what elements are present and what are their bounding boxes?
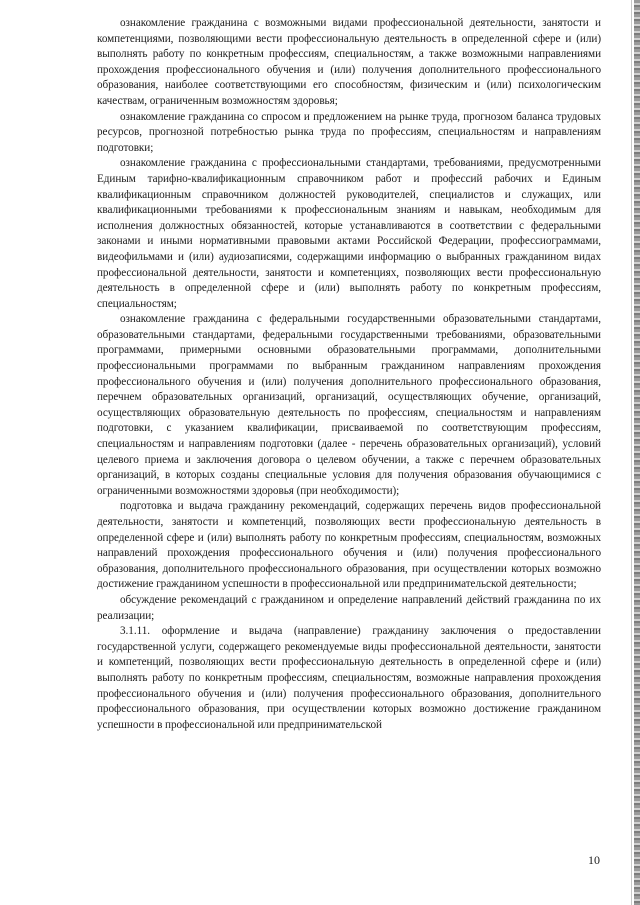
paragraph-conclusion-3-1-11: 3.1.11. оформление и выдача (направление) гражданину заключения о предоставлении государственной услуги, содержащего рекомендуемые виды профессиональной деятельности, занятости и компетенций, позволяющих вести профессиональную деятельность в определенной сфере и (или) выполнять работу по конкретным профессиям, специальностям, возможные направления прохождения профессионального обучения и (или) получения профессионального образования, дополнительного профессионального образования, при осуществлении которых возможно достижение гражданином успешности в профессиональной или предпринимательской (97, 625, 601, 731)
paragraph-discussion: обсуждение рекомендаций с гражданином и определение направлений действий гражданина по их реализации; (97, 593, 601, 622)
scan-border-line (631, 0, 632, 905)
paragraph-professional-standards: ознакомление гражданина с профессиональными стандартами, требованиями, предусмотренными Единым тарифно-квалификационным справочником работ и профессий рабочих и Единым квалификационным справочником должностей руководителей, специалистов и служащих, или квалификационными требованиями к профессиональным знаниям и навыкам, необходимым для исполнения должностных обязанностей, которые устанавливаются в соответствии с федеральными законами и иными нормативными правовыми актами Российской Федерации, профессиограммами, видеофильмами и (или) аудиозаписями, содержащими информацию о выбранных гражданином видах профессиональной деятельности, занятости и компетенциях, позволяющих вести профессиональную деятельность в определенной сфере и (или) выполнять работу по конкретным профессиям, специальностям; (97, 157, 601, 310)
paragraph-labor-market: ознакомление гражданина со спросом и предложением на рынке труда, прогнозом баланса трудовых ресурсов, прогнозной потребностью рынка труда по профессиям, специальностям и направлениям подготовки; (97, 110, 601, 154)
page-number: 10 (588, 853, 600, 867)
paragraph-educational-standards: ознакомление гражданина с федеральными государственными образовательными стандартами, образовательными стандартами, федеральными государственными требованиями, образовательными программами, примерными основными образовательными программами, дополнительными профессиональными программами по выбранным гражданином направлениям прохождения профессионального обучения и (или) получения дополнительного профессионального образования, перечнем образовательных организаций, организаций, осуществляющих обучение, организаций, осуществляющих образовательную деятельность по профессиям, специальностям и направлениям подготовки, с указанием квалификации, присваиваемой по соответствующим профессиям, специальностям и направлениям подготовки (далее - перечень образовательных организаций), условий целевого приема и заключения договора о целевом обучении, а также с перечнем образовательных организаций, в которых созданы специальные условия для получения образования обучающимися с ограниченными возможностями здоровья (при необходимости); (97, 313, 601, 497)
document-body (97, 16, 601, 733)
scan-border-edge (634, 0, 640, 905)
paragraph-career-types: ознакомление гражданина с возможными видами профессиональной деятельности, занятости и компетенциями, позволяющими вести профессиональную деятельность в определенной сфере и (или) выполнять работу по конкретным профессиям, специальностям, а также возможными направлениями прохождения профессионального обучения и (или) получения дополнительного профессионального образования, наиболее соответствующими его способностям, физическим и (или) психологическим качествам, ограниченным возможностям здоровья; (97, 17, 601, 107)
paragraph-recommendations: подготовка и выдача гражданину рекомендаций, содержащих перечень видов профессиональной деятельности, занятости и компетенций, позволяющих вести профессиональную деятельность в определенной сфере и (или) выполнять работу по конкретным профессиям, специальностям, возможных направлений прохождения профессионального обучения и (или) получения профессионального образования, дополнительного профессионального образования, при осуществлении которых возможно достижение гражданином успешности в профессиональной или предпринимательской деятельности; (97, 500, 601, 591)
